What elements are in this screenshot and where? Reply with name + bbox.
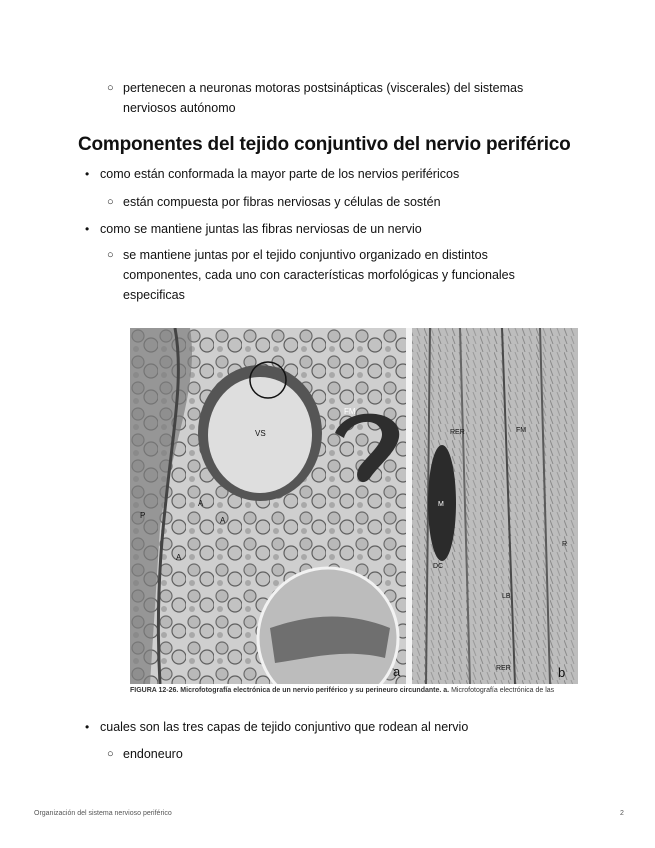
hollow-bullet-icon: ○ [107, 249, 114, 261]
label-rer: RER [496, 665, 511, 672]
label-a: A [220, 516, 226, 525]
label-vs: VS [255, 429, 266, 438]
list-item-text: están compuesta por fibras nerviosas y células de sostén [123, 195, 441, 209]
page-number: 2 [620, 810, 624, 817]
label-m: M [438, 501, 444, 508]
label-p: P [140, 511, 146, 520]
micrograph-image [130, 328, 578, 684]
list-item-text: como están conformada la mayor parte de los nervios periféricos [100, 167, 460, 181]
list-item [107, 192, 573, 212]
bullet-icon: • [85, 222, 90, 236]
hollow-bullet-icon: ○ [107, 748, 114, 760]
hollow-bullet-icon: ○ [107, 196, 114, 208]
label-a: A [198, 499, 204, 508]
list-item [107, 78, 573, 118]
list-item-text: como se mantiene juntas las fibras nerviosas de un nervio [100, 222, 422, 236]
list-item [85, 219, 422, 239]
label-rer: RER [450, 429, 465, 436]
list-item [85, 164, 460, 184]
label-fm: FM [516, 427, 527, 434]
bullet-icon: • [85, 167, 90, 181]
section-title: Componentes del tejido conjuntivo del nervio periférico [78, 134, 571, 155]
hollow-bullet-icon: ○ [107, 82, 114, 94]
panel-label-b: b [558, 665, 566, 680]
list-item-text: pertenecen a neuronas motoras postsinápticas (viscerales) del sistemas nerviosos autónomo [123, 81, 524, 115]
list-item [85, 717, 469, 737]
label-lb: LB [502, 593, 511, 600]
panel-label-a: a [393, 664, 401, 679]
micrograph-figure [130, 328, 578, 684]
bullet-icon: • [85, 720, 90, 734]
figure-caption [130, 687, 554, 694]
list-item-text: se mantiene juntas por el tejido conjuntivo organizado en distintos componentes, cada uno con características morfológicas y funcionales especificas [123, 248, 515, 302]
caption-text: Microfotografía electrónica de las [451, 687, 555, 694]
list-item [107, 245, 543, 305]
label-a: A [176, 553, 182, 562]
list-item-text: endoneuro [123, 747, 183, 761]
footer-title: Organización del sistema nervioso periférico [34, 810, 172, 817]
list-item-text: cuales son las tres capas de tejido conjuntivo que rodean al nervio [100, 720, 469, 734]
label-r: R [562, 541, 568, 548]
label-fm: FM [344, 407, 356, 416]
caption-bold: FIGURA 12-26. Microfotografía electrónica de un nervio periférico y su perineuro circundante. a. [130, 687, 450, 694]
list-item [107, 744, 573, 764]
label-dc: DC [433, 563, 444, 570]
